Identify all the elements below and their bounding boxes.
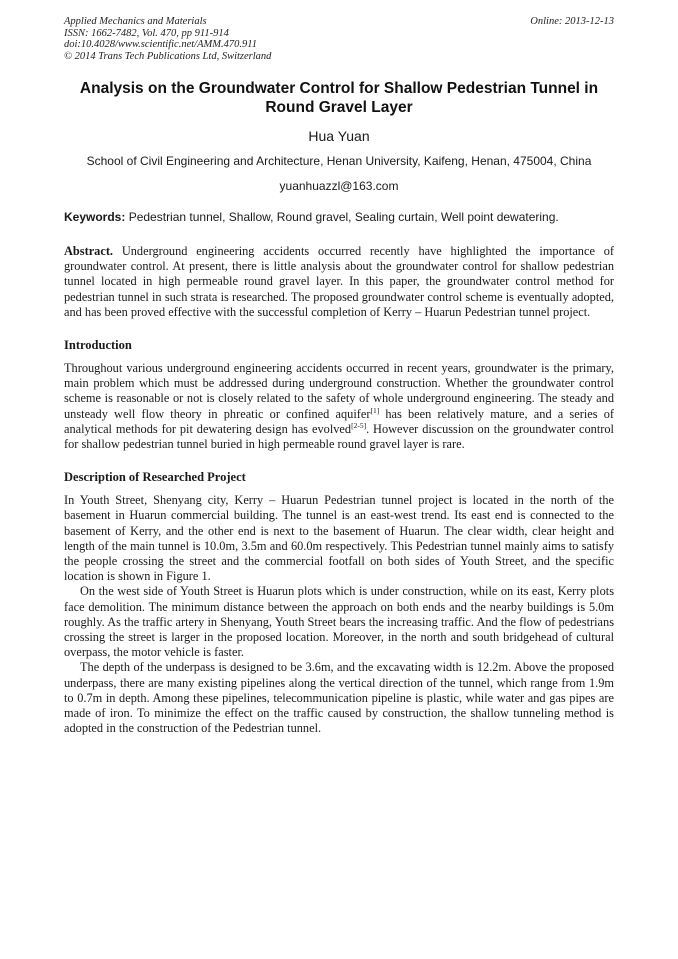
journal-header <box>64 16 614 62</box>
journal-name: Applied Mechanics and Materials <box>64 16 207 27</box>
abstract <box>64 244 614 320</box>
keywords <box>64 210 614 224</box>
intro-text-2: has been relatively mature, and a series of analytical methods for pit dewatering design has evolved <box>64 406 614 436</box>
keywords-label: Keywords: <box>64 210 126 224</box>
journal-doi[interactable]: doi:10.4028/www.scientific.net/AMM.470.911 <box>64 39 257 50</box>
intro-text-3: . However discussion on the groundwater control for shallow pedestrian tunnel buried in high permeable round gravel layer is rare. <box>64 421 614 452</box>
author-affiliation: School of Civil Engineering and Architecture, Henan University, Kaifeng, Henan, 475004, China <box>86 154 592 168</box>
paper-page <box>64 16 614 736</box>
description-paragraph-3: The depth of the underpass is designed to be 3.6m, and the excavating width is 12.2m. Above the proposed underpass, there are many existing pipelines along the vertical direction of the tunnel, which range from 1.9m to 0.7m in depth. Among these pipelines, telecommunication pipeline is plastic, while water and gas pipes are made of iron. To minimize the effect on the traffic caused by construction, the shallow tunneling method is adopted in the construction of the Pedestrian tunnel. <box>64 660 614 736</box>
description-heading: Description of Researched Project <box>64 470 246 485</box>
citation-ref-2-5[interactable]: [2-5] <box>351 420 367 430</box>
journal-issn: ISSN: 1662-7482, Vol. 470, pp 911-914 <box>64 27 229 39</box>
online-date: Online: 2013-12-13 <box>530 16 614 27</box>
journal-copyright: © 2014 Trans Tech Publications Ltd, Switzerland <box>64 50 272 62</box>
citation-ref-1[interactable]: [1] <box>370 405 380 415</box>
keywords-text: Pedestrian tunnel, Shallow, Round gravel, Sealing curtain, Well point dewatering. <box>128 210 559 224</box>
introduction-paragraph <box>64 361 614 452</box>
paper-title: Analysis on the Groundwater Control for Shallow Pedestrian Tunnel in Round Gravel Layer <box>79 80 599 116</box>
description-paragraph-2: On the west side of Youth Street is Huarun plots which is under construction, while on its east, Kerry plots face demolition. The minimum distance between the approach on both ends and the nearby buildings is 5.0m roughly. As the traffic artery in Shenyang, Youth Street bears the increasing traffic. And the flow of pedestrians crossing the street is larger in the proposed location. Moreover, in the north and south bridgehead of cultural overpass, the motor vehicle is faster. <box>64 584 614 660</box>
author-name: Hua Yuan <box>308 128 370 144</box>
intro-text-1: Throughout various underground engineering accidents occurred in recent years, groundwater is the primary, main problem which must be addressed during underground construction. Whether the groundwater control scheme is reasonable or not is closely related to the safety of whole underground engineering. The steady and unsteady well flow theory in phreatic or confined aquifer <box>64 361 614 421</box>
description-paragraph-1: In Youth Street, Shenyang city, Kerry – Huarun Pedestrian tunnel project is located in the north of the basement in Huarun commercial building. The tunnel is an east-west trend. Its east end is connected to the basement of Kerry, and the other end is next to the basement of Huarun. The clear width, clear height and length of the main tunnel is 10.0m, 3.5m and 60.0m respectively. This Pedestrian tunnel mainly aims to satisfy the people crossing the street and the commercial footfall on both sides of Youth Street, and the specific location is shown in Figure 1. <box>64 493 614 584</box>
author-email[interactable]: yuanhuazzl@163.com <box>279 179 399 193</box>
abstract-text: Underground engineering accidents occurred recently have highlighted the importance of groundwater control. At present, there is little analysis about the groundwater control for shallow pedestrian tunnel located in high permeable round gravel layer. In this paper, the groundwater control method for pedestrian tunnel in such strata is researched. The proposed groundwater control scheme is eventually adopted, and has been proved effective with the successful completion of Kerry – Huarun Pedestrian tunnel project. <box>64 244 614 319</box>
abstract-label: Abstract. <box>64 244 114 258</box>
introduction-heading: Introduction <box>64 338 132 353</box>
